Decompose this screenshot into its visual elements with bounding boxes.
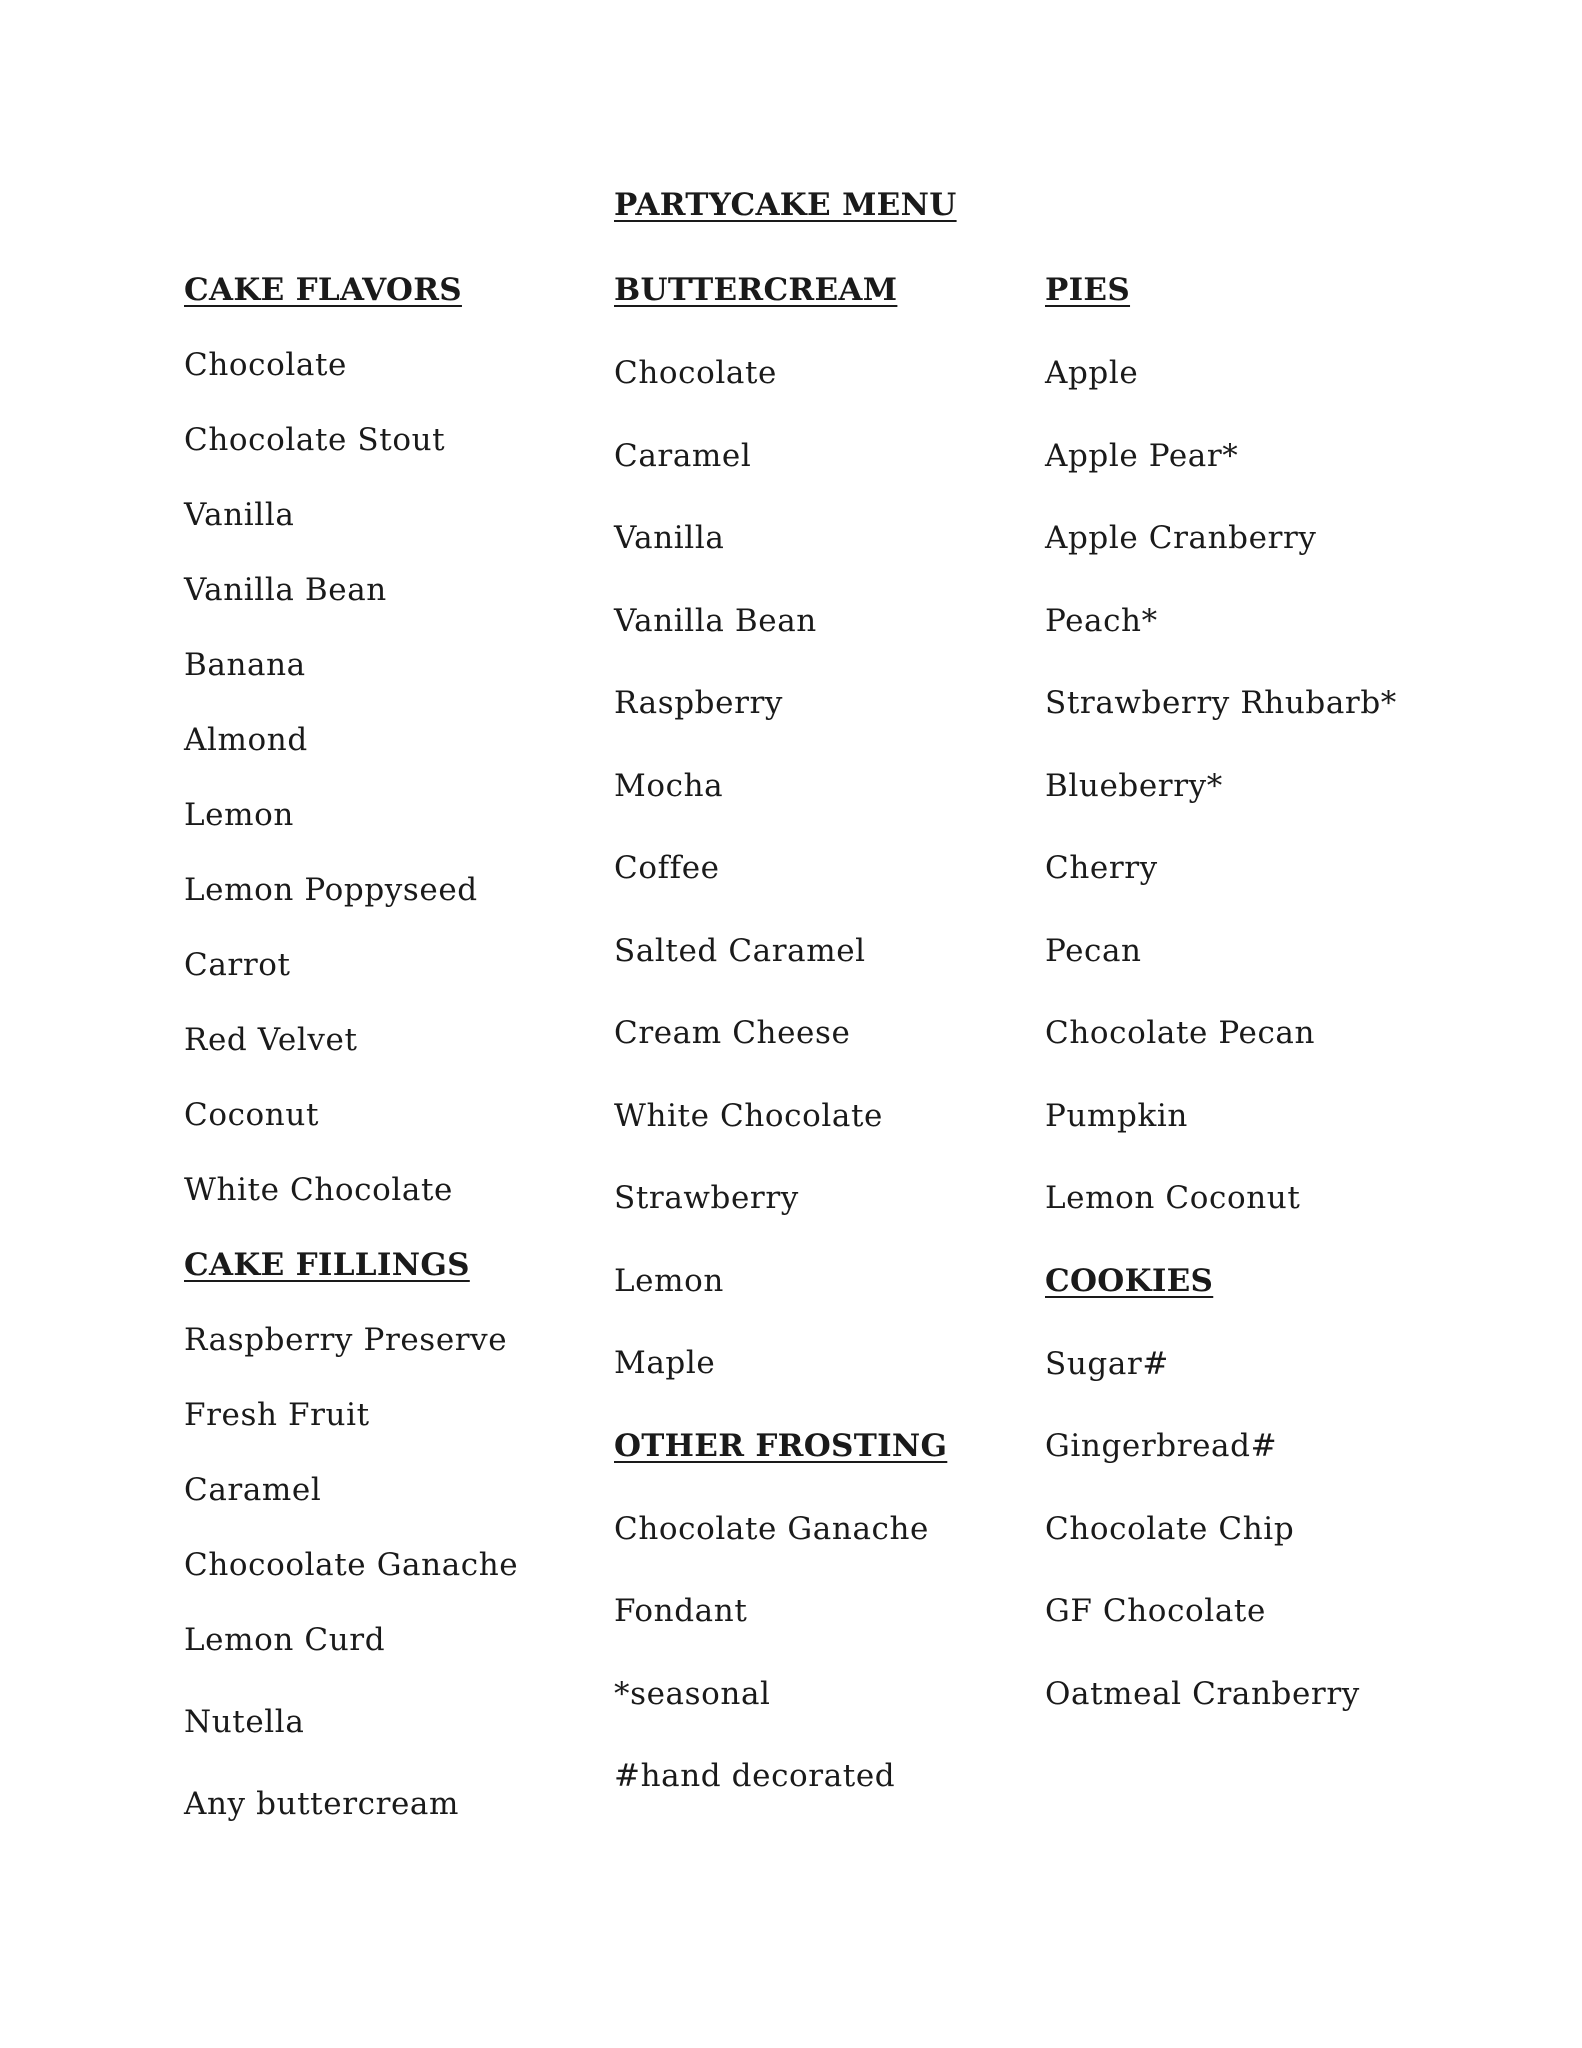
menu-item: Nutella (184, 1704, 305, 1740)
menu-item: Gingerbread# (1045, 1428, 1278, 1464)
menu-item: Coconut (184, 1097, 319, 1133)
menu-item: Chocoolate Ganache (184, 1547, 519, 1583)
menu-item: Vanilla Bean (184, 572, 387, 608)
section-pies (1045, 270, 1465, 1218)
item-list (614, 1509, 1034, 1797)
section-cake-fillings (184, 1245, 604, 1824)
menu-item: Banana (184, 647, 306, 683)
menu-item: Caramel (184, 1472, 322, 1508)
menu-item: GF Chocolate (1045, 1593, 1266, 1629)
menu-item: Peach* (1045, 602, 1158, 639)
menu-item: Raspberry (614, 685, 784, 721)
section-heading: CAKE FILLINGS (184, 1247, 470, 1283)
menu-item: Fresh Fruit (184, 1397, 370, 1433)
menu-item: Vanilla (614, 520, 725, 556)
menu-item: Chocolate Chip (1045, 1510, 1295, 1547)
menu-item: Carrot (184, 947, 291, 983)
menu-item: Red Velvet (184, 1022, 358, 1058)
menu-item: Pumpkin (1045, 1097, 1188, 1134)
menu-item: Fondant (614, 1593, 748, 1629)
item-list (1045, 353, 1465, 1218)
menu-title: PARTYCAKE MENU (614, 187, 957, 223)
menu-item: Cherry (1045, 850, 1158, 886)
menu-item: Chocolate Pecan (1045, 1015, 1316, 1051)
menu-item: Raspberry Preserve (184, 1322, 508, 1358)
menu-item: Almond (184, 722, 308, 758)
section-heading: BUTTERCREAM (614, 272, 898, 308)
menu-item: Cream Cheese (614, 1015, 851, 1051)
menu-item: Chocolate (614, 355, 777, 391)
menu-column-1 (184, 270, 604, 1859)
menu-item: Maple (614, 1345, 716, 1381)
menu-item: Oatmeal Cranberry (1045, 1675, 1360, 1712)
menu-item: Lemon (184, 797, 294, 833)
footnote-hand-decorated: #hand decorated (614, 1758, 896, 1794)
section-heading: OTHER FROSTING (614, 1427, 948, 1464)
menu-item: Sugar# (1045, 1345, 1169, 1382)
section-other-frosting (614, 1426, 1034, 1797)
menu-item: Pecan (1045, 932, 1142, 969)
menu-item: Chocolate (184, 347, 347, 383)
menu-item: Salted Caramel (614, 932, 866, 969)
section-cake-flavors (184, 270, 604, 1210)
item-list (614, 353, 1034, 1383)
menu-item: Coffee (614, 850, 720, 886)
menu-column-3 (1045, 270, 1465, 1756)
menu-item: White Chocolate (184, 1172, 453, 1208)
section-heading: PIES (1045, 272, 1131, 308)
menu-column-2 (614, 270, 1034, 1839)
menu-item: Any buttercream (184, 1786, 460, 1822)
menu-item: Chocolate Stout (184, 422, 446, 458)
menu-item: Mocha (614, 767, 724, 804)
menu-item: Lemon Curd (184, 1622, 386, 1658)
menu-item: Lemon Poppyseed (184, 872, 478, 908)
section-buttercream (614, 270, 1034, 1383)
footnote-seasonal: *seasonal (614, 1675, 771, 1712)
menu-item: Strawberry Rhubarb* (1045, 685, 1397, 721)
item-list (1045, 1344, 1465, 1714)
item-list (184, 345, 604, 1210)
section-cookies (1045, 1261, 1465, 1714)
menu-item: Apple Cranberry (1045, 520, 1317, 556)
menu-item: Lemon Coconut (1045, 1180, 1301, 1216)
menu-item: Blueberry* (1045, 767, 1223, 804)
menu-item: Vanilla Bean (614, 602, 817, 639)
section-heading: CAKE FLAVORS (184, 272, 462, 308)
menu-item: Vanilla (184, 497, 295, 533)
menu-item: Strawberry (614, 1180, 799, 1216)
menu-item: Lemon (614, 1262, 724, 1299)
menu-item: Caramel (614, 437, 752, 474)
menu-item: Apple Pear* (1045, 437, 1239, 474)
section-heading: COOKIES (1045, 1262, 1214, 1299)
menu-item: Apple (1045, 355, 1139, 391)
menu-item: White Chocolate (614, 1097, 883, 1134)
menu-item: Chocolate Ganache (614, 1510, 929, 1547)
item-list (184, 1320, 604, 1824)
